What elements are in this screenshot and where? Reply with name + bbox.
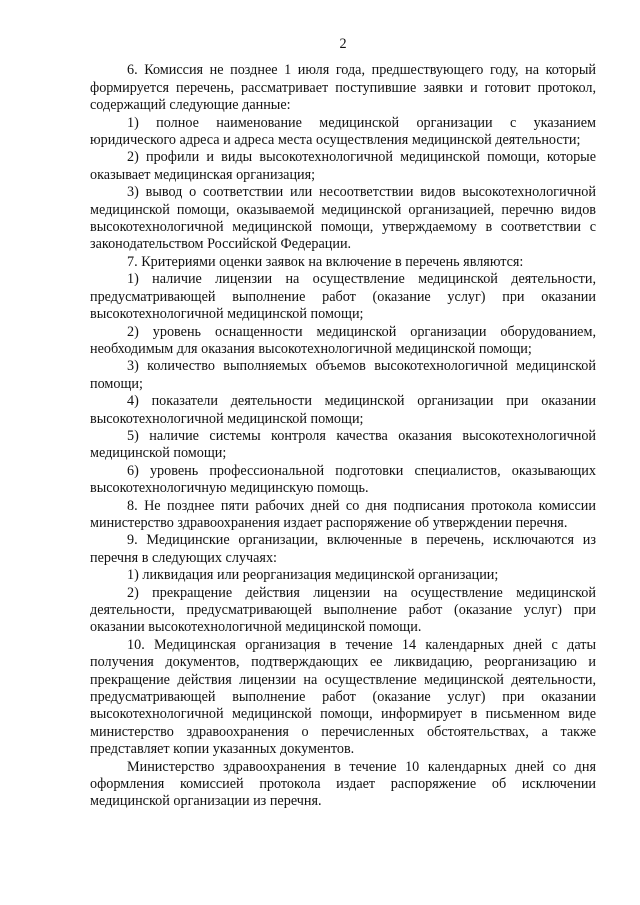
- paragraph-10-continuation: Министерство здравоохранения в течение 10 календарных дней со дня оформления комиссией протокола издает распоряжение об исключении медицинской организации из перечня.: [90, 758, 596, 810]
- paragraph-7-item-4: 4) показатели деятельности медицинской организации при оказании высокотехнологичной медицинской помощи;: [90, 393, 596, 427]
- page-number: 2: [339, 36, 347, 52]
- paragraph-7-item-1: 1) наличие лицензии на осуществление медицинской деятельности, предусматривающей выполнение работ (оказание услуг) при оказании высокотехнологичной медицинской помощи;: [90, 271, 596, 323]
- document-page: [90, 36, 596, 811]
- paragraph-6-item-3: 3) вывод о соответствии или несоответствии видов высокотехнологичной медицинской помощи, оказываемой медицинской организацией, перечню видов высокотехнологичной медицинской помощи, утверждаемому в соответствии с законодательством Российской Федерации.: [90, 184, 596, 253]
- paragraph-9-item-1: 1) ликвидация или реорганизация медицинской организации;: [127, 567, 499, 584]
- paragraph-6: 6. Комиссия не позднее 1 июля года, предшествующего году, на который формируется перечень, рассматривает поступившие заявки и готовит протокол, содержащий следующие данные:: [90, 62, 596, 114]
- paragraph-9: 9. Медицинские организации, включенные в перечень, исключаются из перечня в следующих случаях:: [90, 532, 596, 566]
- paragraph-6-item-2: 2) профили и виды высокотехнологичной медицинской помощи, которые оказывает медицинская организация;: [90, 149, 596, 183]
- paragraph-7-item-5: 5) наличие системы контроля качества оказания высокотехнологичной медицинской помощи;: [90, 427, 596, 462]
- paragraph-7-item-6: 6) уровень профессиональной подготовки специалистов, оказывающих высокотехнологичную медицинскую помощь.: [90, 462, 596, 497]
- paragraph-9-item-2: 2) прекращение действия лицензии на осуществление медицинской деятельности, предусматривающей выполнение работ (оказание услуг) при оказании высокотехнологичной медицинской помощи.: [90, 584, 596, 636]
- paragraph-6-item-1: 1) полное наименование медицинской организации с указанием юридического адреса и адреса места осуществления медицинской деятельности;: [90, 114, 596, 149]
- paragraph-7: 7. Критериями оценки заявок на включение в перечень являются:: [127, 253, 524, 270]
- paragraph-7-item-3: 3) количество выполняемых объемов высокотехнологичной медицинской помощи;: [90, 358, 596, 392]
- paragraph-7-item-2: 2) уровень оснащенности медицинской организации оборудованием, необходимым для оказания высокотехнологичной медицинской помощи;: [90, 323, 596, 357]
- paragraph-10: 10. Медицинская организация в течение 14 календарных дней с даты получения документов, подтверждающих ее ликвидацию, реорганизацию и прекращение действия лицензии на осуществление медицинской деятельности, предусматривающей выполнение работ (оказание услуг) при оказании высокотехнологичной медицинской помощи, информирует в письменном виде министерство здравоохранения о перечисленных обстоятельствах, а также представляет копии указанных документов.: [90, 636, 596, 758]
- paragraph-8: 8. Не позднее пяти рабочих дней со дня подписания протокола комиссии министерство здравоохранения издает распоряжение об утверждении перечня.: [90, 497, 596, 531]
